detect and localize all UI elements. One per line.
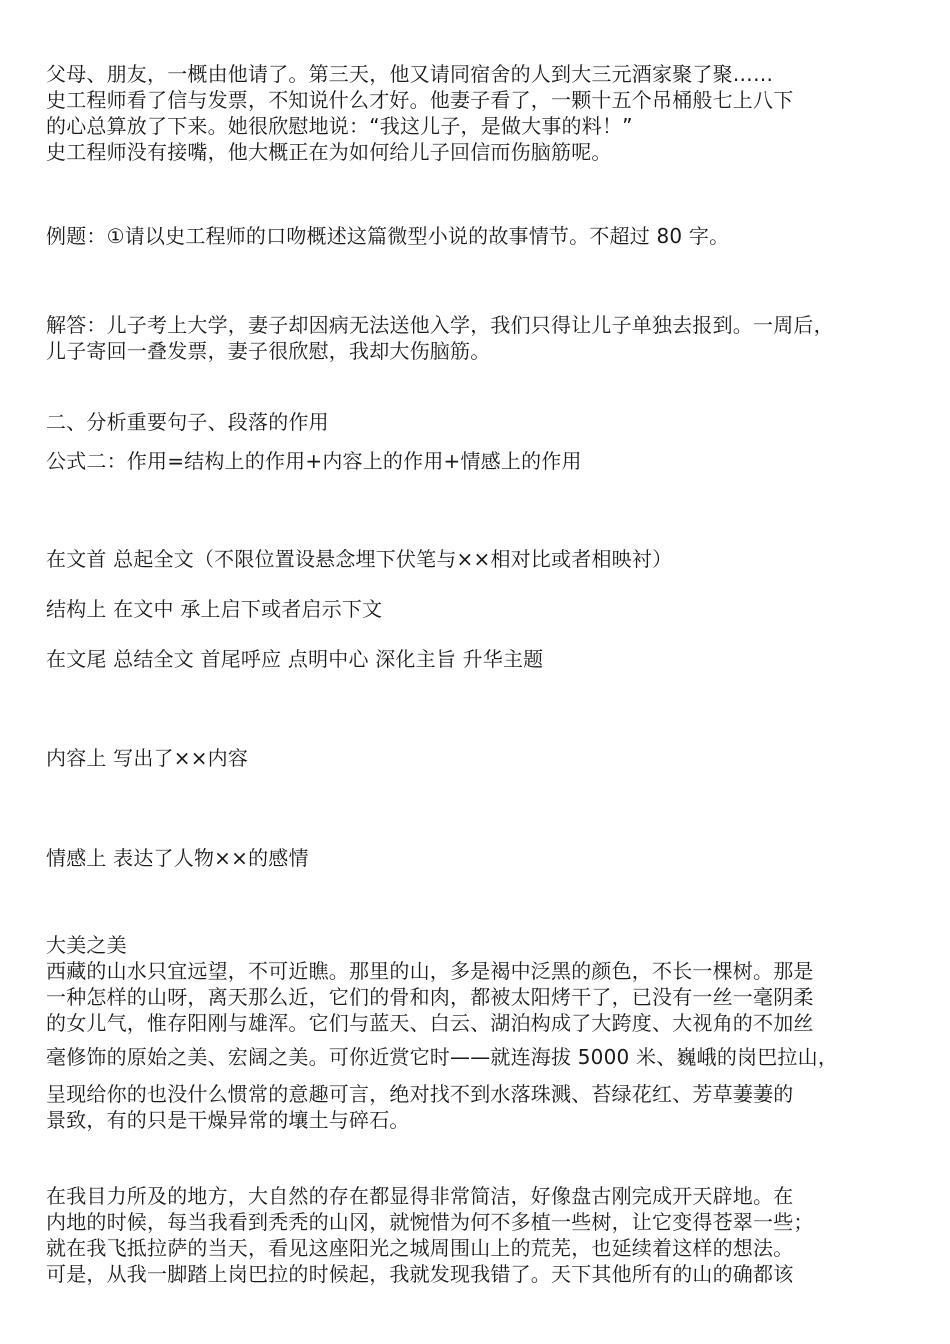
essay-line: 可是，从我一脚踏上岗巴拉的时候起，我就发现我错了。天下其他所有的山的确都该 [46, 1262, 794, 1286]
essay-line: 一种怎样的山呀，离天那么近，它们的骨和肉，都被太阳烤干了，已没有一丝一毫阴柔 [46, 985, 814, 1009]
essay-line: 内地的时候，每当我看到秃秃的山冈，就惋惜为何不多植一些树，让它变得苍翠一些； [46, 1210, 814, 1234]
essay-title: 大美之美 [46, 933, 127, 957]
example-question: 例题：①请以史工程师的口吻概述这篇微型小说的故事情节。不超过 80 字。 [46, 224, 730, 248]
essay-line: 呈现给你的也没什么惯常的意趣可言，绝对找不到水落珠溅、苔绿花红、芳草萋萋的 [46, 1082, 794, 1106]
answer-line: 儿子寄回一叠发票，妻子很欣慰，我却大伤脑筋。 [46, 339, 491, 363]
story-line: 史工程师看了信与发票，不知说什么才好。他妻子看了，一颗十五个吊桶般七上八下 [46, 88, 794, 112]
story-line: 父母、朋友，一概由他请了。第三天，他又请同宿舍的人到大三元酒家聚了聚…… [46, 62, 774, 86]
essay-line: 在我目力所及的地方，大自然的存在都显得非常简洁，好像盘古刚完成开天辟地。在 [46, 1184, 794, 1208]
essay-line: 就在我飞抵拉萨的当天，看见这座阳光之城周围山上的荒芜，也延续着这样的想法。 [46, 1236, 794, 1260]
essay-line: 景致，有的只是干燥异常的壤土与碎石。 [46, 1108, 410, 1132]
answer-line: 解答：儿子考上大学，妻子却因病无法送他入学，我们只得让儿子单独去报到。一周后， [46, 313, 834, 337]
essay-line: 西藏的山水只宜远望，不可近瞧。那里的山，多是褐中泛黑的颜色，不长一棵树。那是 [46, 959, 814, 983]
structure-line: 在文尾 总结全文 首尾呼应 点明中心 深化主旨 升华主题 [46, 647, 544, 671]
essay-line: 毫修饰的原始之美、宏阔之美。可你近赏它时——就连海拔 5000 米、巍峨的岗巴拉山， [46, 1045, 839, 1069]
essay-line: 的女儿气，惟存阳刚与雄浑。它们与蓝天、白云、湖泊构成了大跨度、大视角的不加丝 [46, 1011, 814, 1035]
story-line: 的心总算放了下来。她很欣慰地说：“我这儿子，是做大事的料！” [46, 114, 633, 138]
formula-line: 公式二：作用=结构上的作用+内容上的作用+情感上的作用 [46, 449, 582, 473]
structure-line: 结构上 在文中 承上启下或者启示下文 [46, 597, 383, 621]
content-line: 内容上 写出了××内容 [46, 746, 249, 770]
structure-line: 在文首 总起全文（不限位置设悬念埋下伏笔与××相对比或者相映衬） [46, 547, 673, 571]
emotion-line: 情感上 表达了人物××的感情 [46, 846, 309, 870]
story-line: 史工程师没有接嘴，他大概正在为如何给儿子回信而伤脑筋呢。 [46, 140, 612, 164]
section-heading: 二、分析重要句子、段落的作用 [46, 410, 329, 434]
